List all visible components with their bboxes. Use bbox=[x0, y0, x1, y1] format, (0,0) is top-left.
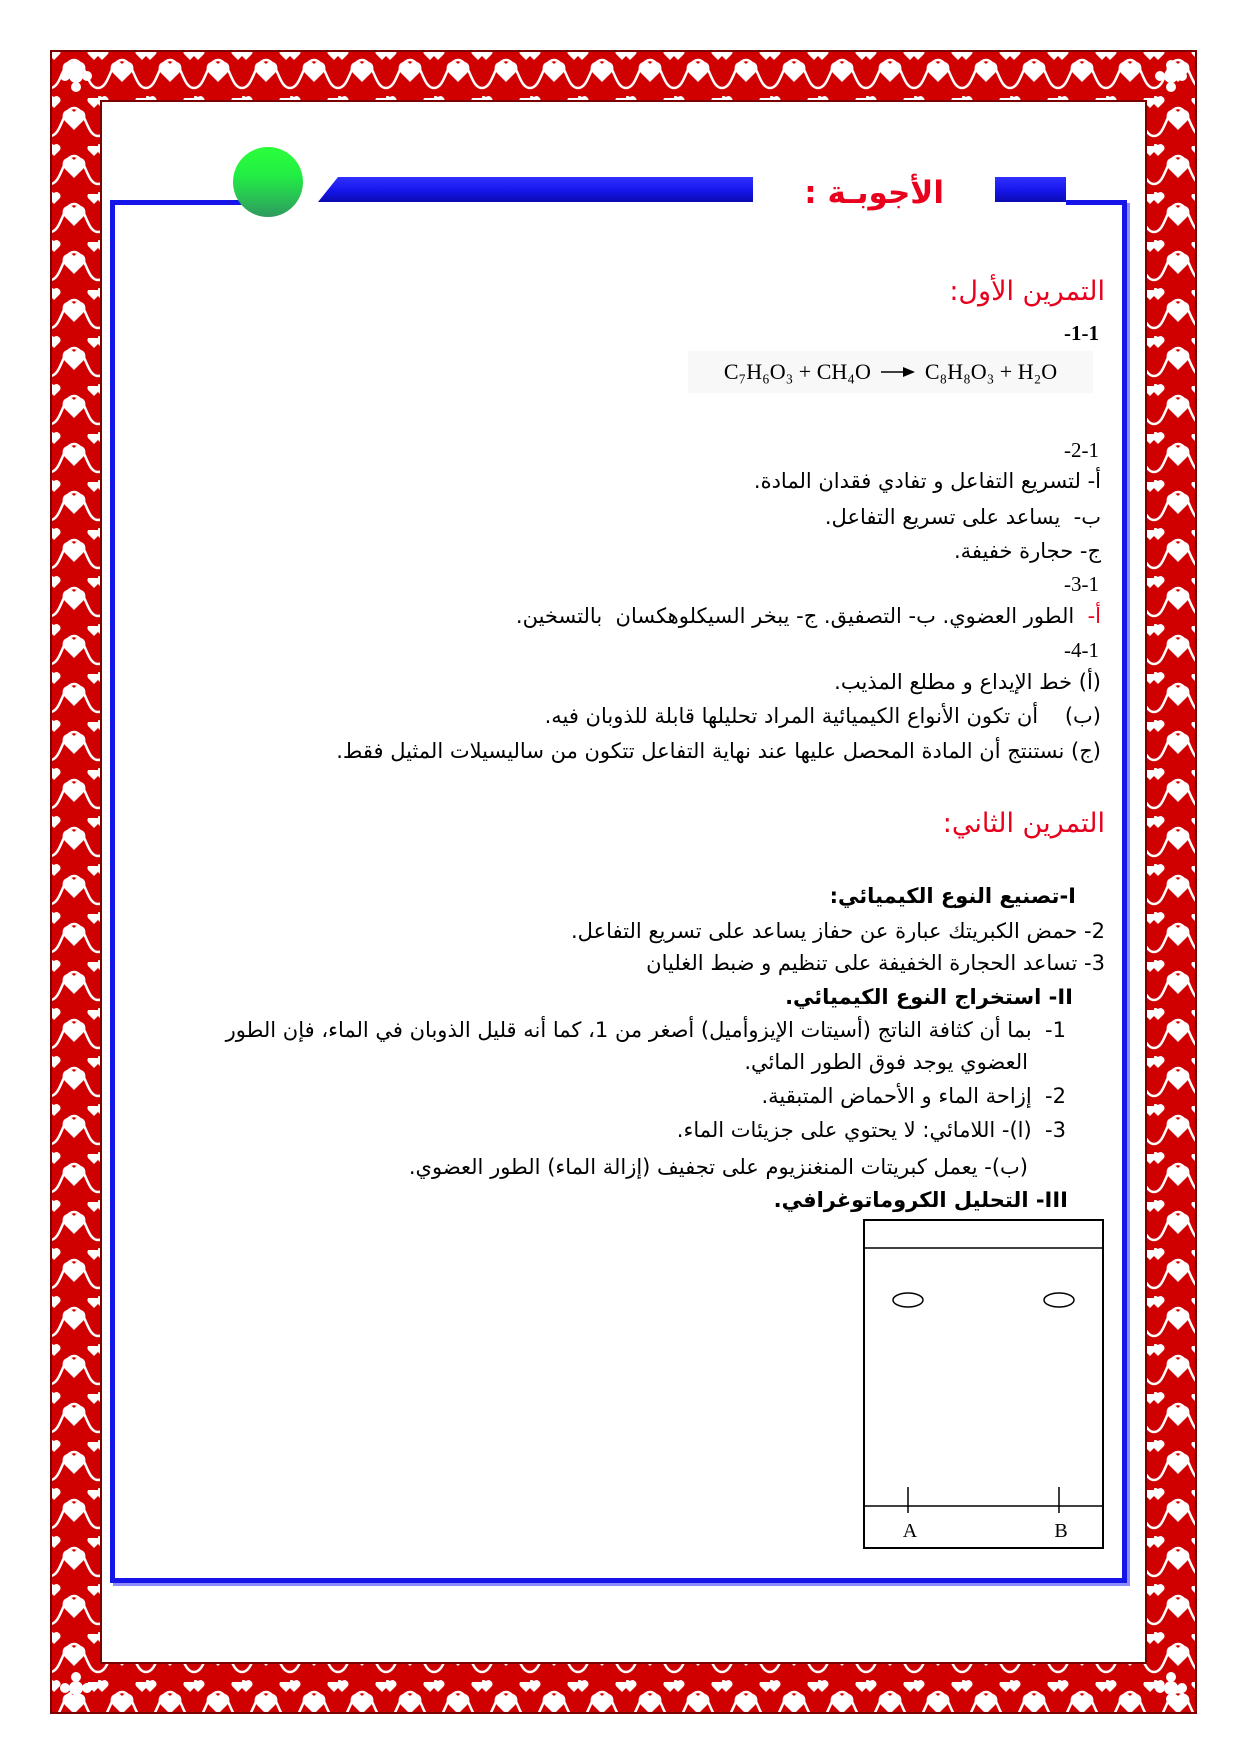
list-item: ج- حجارة خفيفة. bbox=[953, 539, 1101, 563]
exercise-1-heading: التمرين الأول: bbox=[949, 276, 1105, 307]
green-circle-icon bbox=[233, 147, 303, 217]
lane-label-a: A bbox=[902, 1520, 918, 1542]
part-1-4-label: -4-1 bbox=[1064, 638, 1099, 662]
lane-label-b: B bbox=[1054, 1520, 1068, 1542]
header-bar-left bbox=[318, 177, 753, 202]
list-item: ب- يساعد على تسريع التفاعل. bbox=[824, 505, 1101, 529]
frame-top-right-line bbox=[1066, 200, 1127, 205]
tlc-plate bbox=[864, 1220, 1103, 1548]
list-item: 1- بما أن كثافة الناتج (أسيتات الإيزوأميل) أصغر من 1، كما أنه قليل الذوبان في الماء، فإن الطور bbox=[225, 1018, 1066, 1042]
part-1-3-label: -3-1 bbox=[1064, 572, 1099, 596]
section-3-title: III- التحليل الكروماتوغرافي. bbox=[773, 1188, 1068, 1212]
list-item: 2- إزاحة الماء و الأحماض المتبقية. bbox=[761, 1084, 1066, 1108]
answer-marker: أ- bbox=[1087, 604, 1101, 628]
equation-products: C₈H₈O₃ + H₂O bbox=[924, 359, 1058, 384]
exercise-2-heading: التمرين الثاني: bbox=[942, 808, 1105, 839]
section-1-title: I-تصنيع النوع الكيميائي: bbox=[829, 884, 1076, 908]
list-item: أ- لتسريع التفاعل و تفادي فقدان المادة. bbox=[753, 469, 1101, 493]
list-item: (ب)- يعمل كبريتات المنغنزيوم على تجفيف (إزالة الماء) الطور العضوي. bbox=[408, 1155, 1028, 1179]
list-item: 2- حمض الكبريتك عبارة عن حفاز يساعد على تسريع التفاعل. bbox=[571, 919, 1105, 943]
list-item: 3- تساعد الحجارة الخفيفة على تنظيم و ضبط الغليان bbox=[646, 951, 1105, 975]
header-bar-right bbox=[995, 177, 1066, 202]
part-1-3-answer bbox=[516, 603, 1101, 629]
section-2-title: II- استخراج النوع الكيميائي. bbox=[785, 985, 1073, 1009]
answer-text: الطور العضوي. ب- التصفيق. ج- يبخر السيكلوهكسان بالتسخين. bbox=[515, 604, 1088, 628]
chromatogram-plate bbox=[863, 1219, 1104, 1549]
reaction-arrow-icon bbox=[881, 366, 915, 378]
list-item: 3- (ا)- اللامائي: لا يحتوي على جزيئات الماء. bbox=[676, 1118, 1066, 1142]
list-item: (أ) خط الإيداع و مطلع المذيب. bbox=[834, 670, 1101, 694]
equation-reactants: C₇H₆O₃ + CH₄O bbox=[723, 359, 871, 384]
list-item: (ج) نستنتج أن المادة المحصل عليها عند نهاية التفاعل تتكون من ساليسيلات المثيل فقط. bbox=[336, 739, 1101, 763]
reaction-equation bbox=[688, 351, 1093, 393]
page-title: الأجوبـة : bbox=[804, 175, 944, 211]
list-item: (ب) أن تكون الأنواع الكيميائية المراد تحليلها قابلة للذوبان فيه. bbox=[544, 704, 1101, 728]
frame-top-left-line bbox=[110, 200, 250, 205]
part-1-2-label: -2-1 bbox=[1064, 438, 1099, 462]
list-item-continuation: العضوي يوجد فوق الطور المائي. bbox=[744, 1050, 1028, 1074]
part-1-1-label: -1-1 bbox=[1064, 321, 1099, 345]
